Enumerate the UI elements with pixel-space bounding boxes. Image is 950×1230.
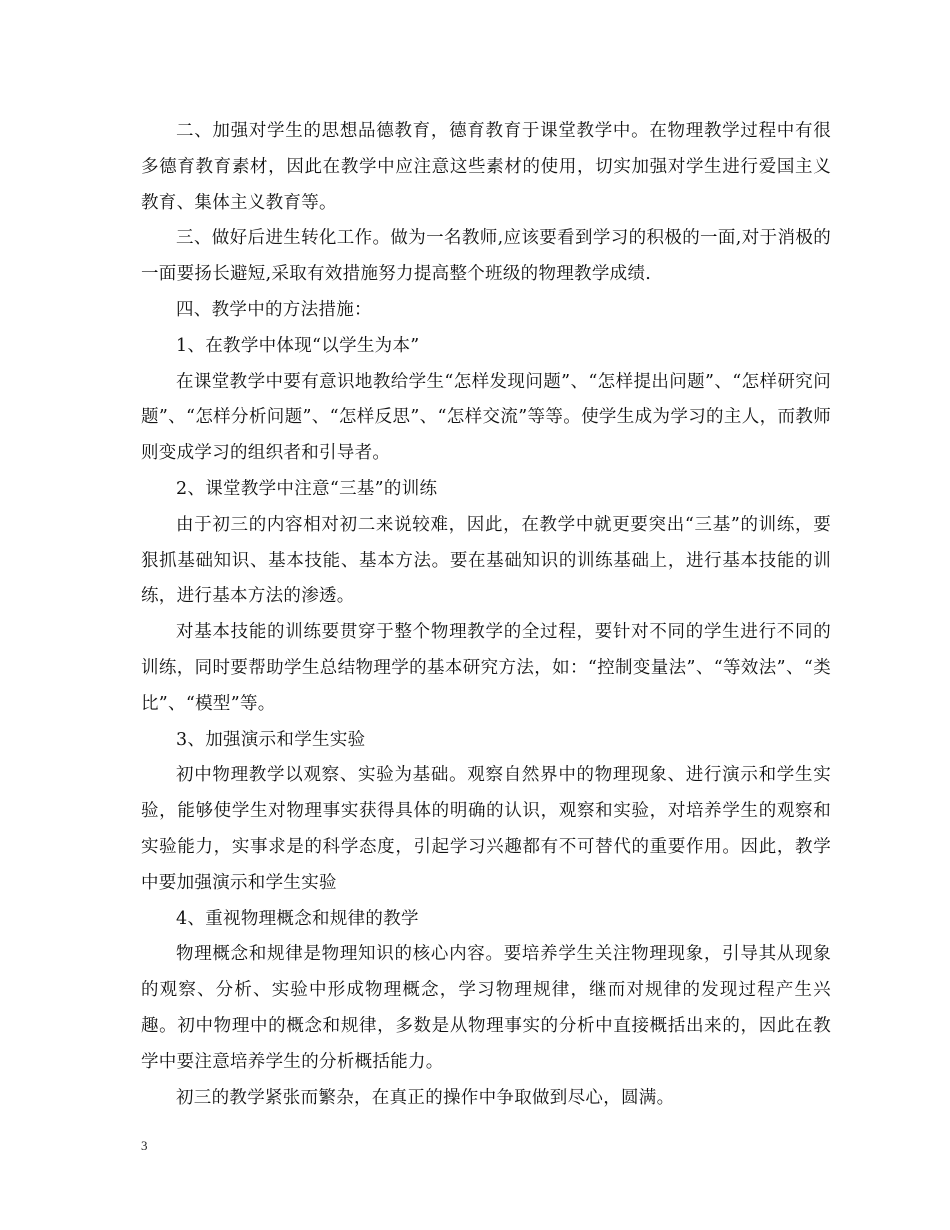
paragraph-concepts: 物理概念和规律是物理知识的核心内容。要培养学生关注物理现象，引导其从现象的观察、分析、实验中形成物理概念，学习物理规律，继而对规律的发现过程产生兴趣。初中物理中的概念和规律，多数是从物理事实的分析中直接概括出来的，因此在教学中要注意培养学生的分析概括能力。 — [141, 944, 831, 1072]
paragraph-methods-heading: 四、教学中的方法措施： — [176, 299, 372, 320]
paragraph-moral-education: 二、加强对学生的思想品德教育，德育教育于课堂教学中。在物理教学过程中有很多德育教育素材，因此在教学中应注意这些素材的使用，切实加强对学生进行爱国主义教育、集体主义教育等。 — [141, 121, 831, 213]
paragraph-heading-concepts: 4、重视物理概念和规律的教学 — [176, 908, 419, 929]
paragraph-three-basics: 由于初三的内容相对初二来说较难，因此，在教学中就更要突出“三基”的训练，要狠抓基础知识、基本技能、基本方法。要在基础知识的训练基础上，进行基本技能的训练，进行基本方法的渗透。 — [141, 514, 831, 607]
paragraph-heading-three-basics: 2、课堂教学中注意“三基”的训练 — [176, 478, 438, 499]
paragraph-basic-skills: 对基本技能的训练要贯穿于整个物理教学的全过程，要针对不同的学生进行不同的训练，同时要帮助学生总结物理学的基本研究方法，如：“控制变量法”、“等效法”、“类比”、“模型”等。 — [141, 622, 831, 714]
paragraph-conclusion: 初三的教学紧张而繁杂，在真正的操作中争取做到尽心，圆满。 — [176, 1087, 675, 1108]
paragraph-struggling-students: 三、做好后进生转化工作。做为一名教师,应该要看到学习的积极的一面,对于消极的一面要扬长避短,采取有效措施努力提高整个班级的物理教学成绩. — [141, 228, 831, 285]
paragraph-heading-experiments: 3、加强演示和学生实验 — [176, 729, 366, 750]
document-body — [141, 114, 831, 1116]
page-number: 3 — [141, 1138, 148, 1153]
paragraph-student-centered: 在课堂教学中要有意识地教给学生“怎样发现问题”、“怎样提出问题”、“怎样研究问题”、“怎样分析问题”、“怎样反思”、“怎样交流”等等。使学生成为学习的主人，而教师则变成学习的组织者和引导者。 — [141, 371, 831, 464]
paragraph-experiments: 初中物理教学以观察、实验为基础。观察自然界中的物理现象、进行演示和学生实验，能够使学生对物理事实获得具体的明确的认识，观察和实验，对培养学生的观察和实验能力，实事求是的科学态度，引起学习兴趣都有不可替代的重要作用。因此，教学中要加强演示和学生实验 — [141, 765, 831, 893]
paragraph-heading-student-centered: 1、在教学中体现“以学生为本” — [176, 335, 420, 356]
